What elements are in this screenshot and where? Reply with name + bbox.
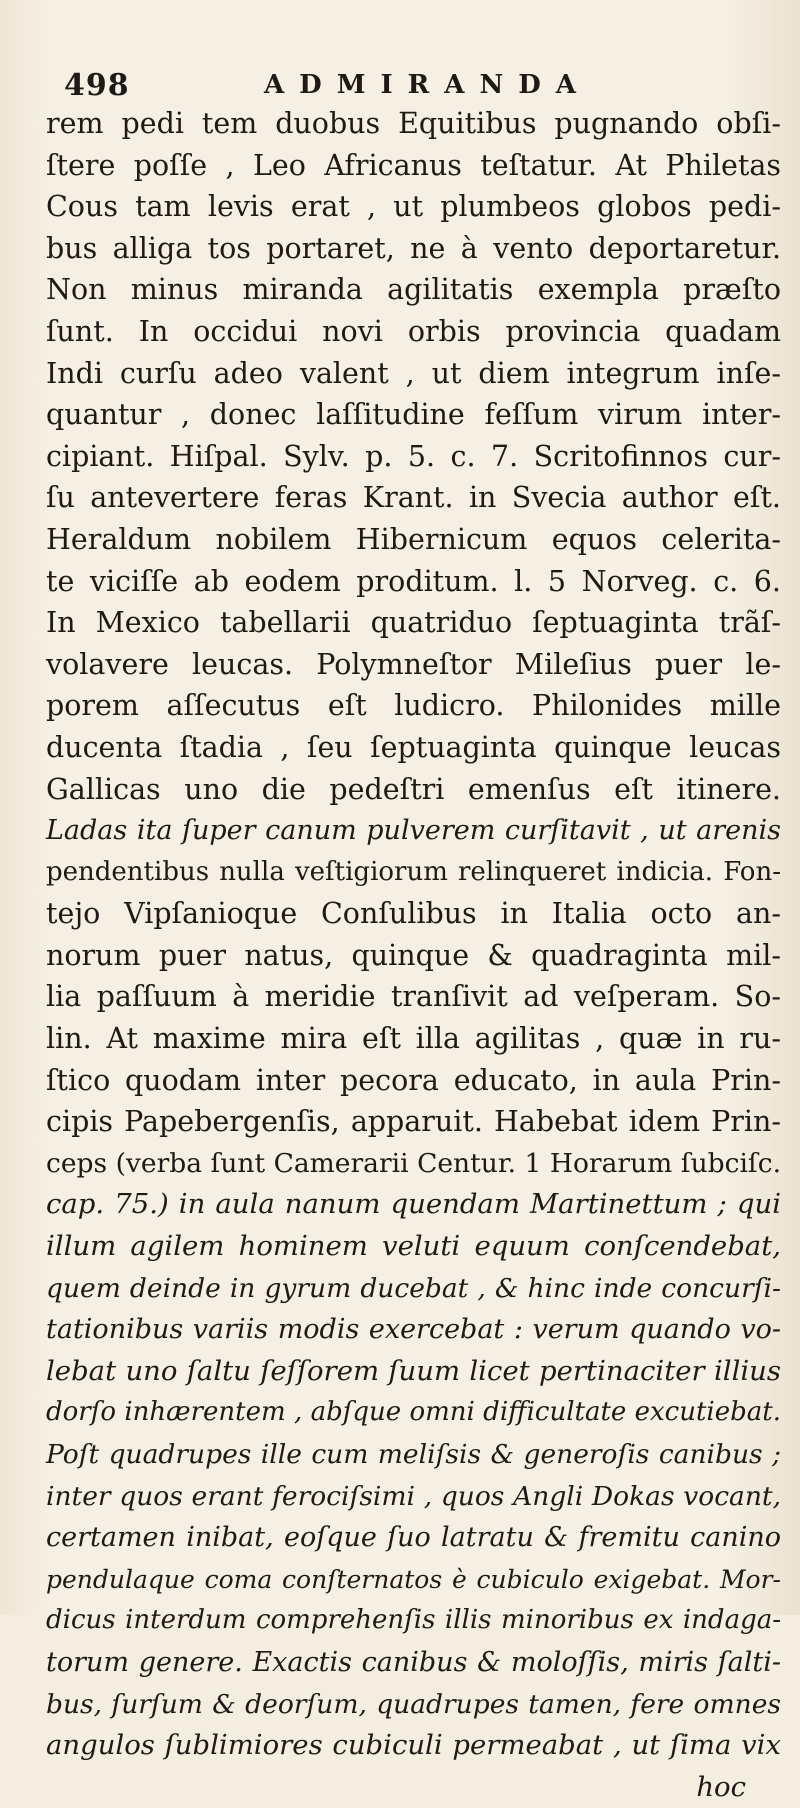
body-text: [46, 103, 781, 1808]
text-line: bus, ſurſum & deorſum, quadrupes tamen, fere omnes: [46, 1688, 781, 1720]
text-line: Gallicas uno die pedeſtri emenſus eſt itinere.: [46, 772, 781, 806]
text-line: certamen inibat, eoſque ſuo latratu & fremitu canino: [46, 1522, 781, 1554]
text-line: volavere leucas. Polymneſtor Mileſius puer le-: [46, 647, 781, 681]
text-line: ſtico quodam inter pecora educato, in aula Prin-: [46, 1063, 781, 1097]
text-line: tejo Vipſanioque Conſulibus in Italia octo an-: [46, 897, 781, 931]
text-line: tationibus variis modis exercebat : verum quando vo-: [46, 1314, 781, 1346]
text-line: ducenta ſtadia , ſeu ſeptuaginta quinque leucas: [46, 730, 781, 764]
text-line: Poſt quadrupes ille cum meliſsis & generoſis canibus ;: [46, 1439, 781, 1470]
text-line: dorſo inhærentem , abſque omni difficultate excutiebat.: [46, 1397, 781, 1428]
text-line: ſunt. In occidui novi orbis provincia quadam: [46, 314, 781, 348]
text-line: angulos ſublimiores cubiculi permeabat , ut ſima vix: [46, 1729, 781, 1762]
text-line: rem pedi tem duobus Equitibus pugnando obſi-: [46, 107, 781, 140]
text-line: dicus interdum comprehenſis illis minoribus ex indaga-: [46, 1605, 781, 1636]
text-line: pendulaque coma conſternatos è cubiculo exigebat. Mor-: [46, 1564, 781, 1594]
page-number: 498: [64, 68, 130, 103]
text-line: Heraldum nobilem Hibernicum equos celerita-: [46, 522, 781, 556]
text-line: bus alliga tos portaret, ne à vento deportaretur.: [46, 231, 781, 265]
text-line: quantur , donec laſſitudine feſſum virum inter-: [46, 398, 781, 432]
text-line: pendentibus nulla veſtigiorum relinqueret indicia. Fon-: [46, 856, 781, 887]
text-line: cipis Papebergenſis, apparuit. Habebat idem Prin-: [46, 1105, 781, 1139]
text-line: cipiant. Hiſpal. Sylv. p. 5. c. 7. Scritofinnos cur-: [46, 439, 781, 473]
text-line: ſu antevertere feras Krant. in Svecia author eſt.: [46, 481, 781, 515]
text-line: lebat uno ſaltu ſeſſorem ſuum licet pertinaciter illius: [46, 1354, 781, 1387]
text-line: illum agilem hominem veluti equum conſcendebat,: [46, 1230, 781, 1263]
text-line: torum genere. Exactis canibus & moloſſis, miris ſalti-: [46, 1646, 781, 1678]
text-line: te viciſſe ab eodem proditum. l. 5 Norveg. c. 6.: [46, 564, 781, 598]
text-line: cap. 75.) in aula nanum quendam Martinettum ; qui: [46, 1188, 781, 1221]
text-line: norum puer natus, quinque & quadraginta mil-: [46, 938, 781, 972]
text-line: quem deinde in gyrum ducebat , & hinc inde concurſi-: [46, 1272, 781, 1304]
text-line: lin. At maxime mira eſt illa agilitas , quæ in ru-: [46, 1022, 781, 1056]
text-line: Non minus miranda agilitatis exempla præſto: [46, 273, 781, 307]
text-line: ſtere poſſe , Leo Africanus teſtatur. At Philetas: [46, 148, 781, 182]
text-line: porem aſſecutus eſt ludicro. Philonides mille: [46, 689, 781, 723]
running-head: ADMIRANDA: [264, 70, 591, 100]
text-line: lia paſſuum à meridie tranſivit ad veſperam. So-: [46, 980, 781, 1014]
page-header: [64, 68, 744, 108]
catchword: hoc: [696, 1770, 746, 1803]
text-line: Indi curſu adeo valent , ut diem integrum inſe-: [46, 356, 781, 390]
text-line: Cous tam levis erat , ut plumbeos globos pedi-: [46, 190, 781, 224]
text-line: inter quos erant ferociſsimi , quos Angli Dokas vocant,: [46, 1480, 781, 1512]
text-line: In Mexico tabellarii quatriduo ſeptuaginta trãſ-: [46, 606, 781, 640]
text-line: Ladas ita ſuper canum pulverem curſitavit , ut arenis: [46, 815, 781, 847]
text-line: ceps (verba ſunt Camerarii Centur. 1 Horarum ſubciſc.: [46, 1147, 781, 1179]
